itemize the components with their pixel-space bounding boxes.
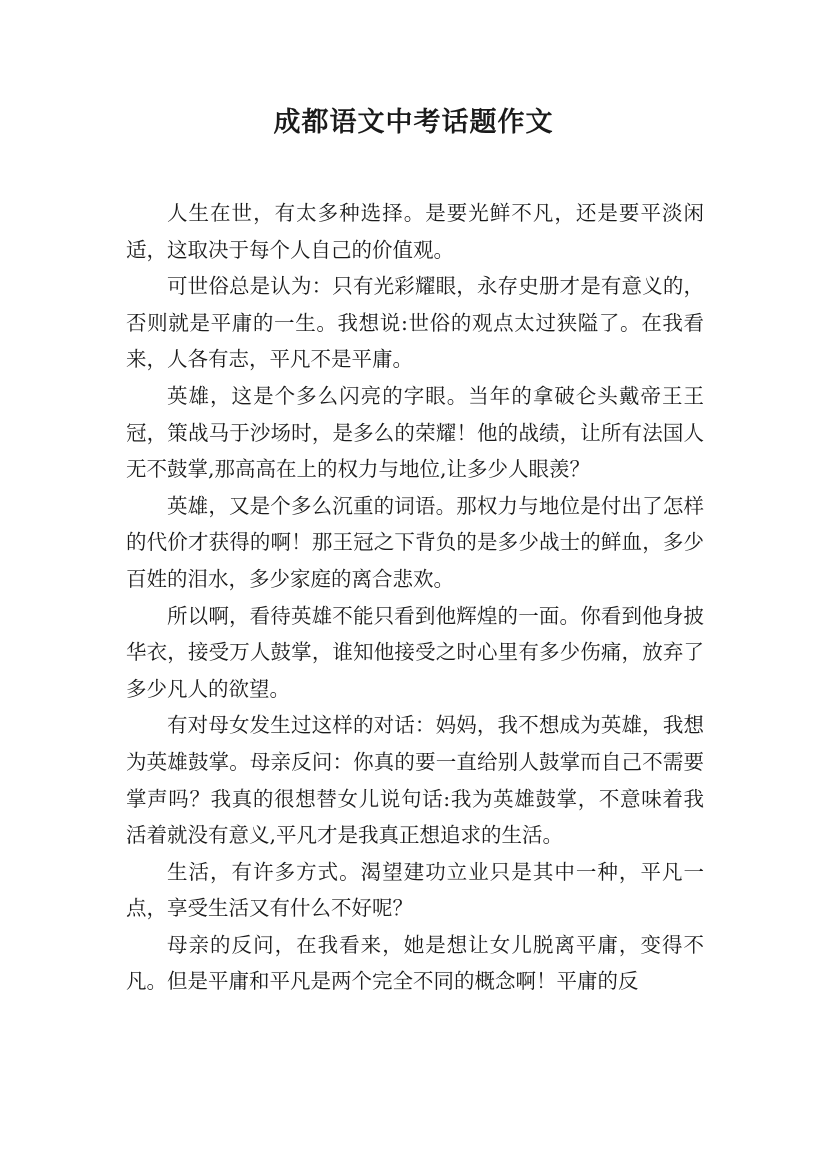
paragraph: 人生在世，有太多种选择。是要光鲜不凡，还是要平淡闲适，这取决于每个人自己的价值观。 (126, 201, 704, 262)
paragraph: 生活，有许多方式。渴望建功立业只是其中一种，平凡一点，享受生活又有什么不好呢？ (126, 859, 704, 921)
paragraph: 可世俗总是认为：只有光彩耀眼，永存史册才是有意义的，否则就是平庸的一生。我想说:世俗的观点太过狭隘了。在我看来，人各有志，平凡不是平庸。 (126, 274, 704, 372)
paragraph: 所以啊，看待英雄不能只看到他辉煌的一面。你看到他身披华衣，接受万人鼓掌，谁知他接受之时心里有多少伤痛，放弃了多少凡人的欲望。 (126, 603, 704, 701)
paragraph: 英雄，这是个多么闪亮的字眼。当年的拿破仑头戴帝王王冠，策战马于沙场时，是多么的荣耀！他的战绩，让所有法国人无不鼓掌,那高高在上的权力与地位,让多少人眼羡？ (126, 383, 704, 482)
document-title: 成都语文中考话题作文 (273, 107, 554, 138)
document-body (126, 195, 704, 1000)
paragraph: 母亲的反问，在我看来，她是想让女儿脱离平庸，变得不凡。但是平庸和平凡是两个完全不同的概念啊！平庸的反 (126, 932, 704, 994)
paragraph: 英雄，又是个多么沉重的词语。那权力与地位是付出了怎样的代价才获得的啊！那王冠之下背负的是多少战士的鲜血，多少百姓的泪水，多少家庭的离合悲欢。 (126, 493, 704, 591)
paragraph: 有对母女发生过这样的对话：妈妈，我不想成为英雄，我想为英雄鼓掌。母亲反问：你真的要一直给别人鼓掌而自己不需要掌声吗？我真的很想替女儿说句话:我为英雄鼓掌，不意味着我活着就没有意义,平凡才是我真正想追求的生活。 (126, 713, 704, 848)
